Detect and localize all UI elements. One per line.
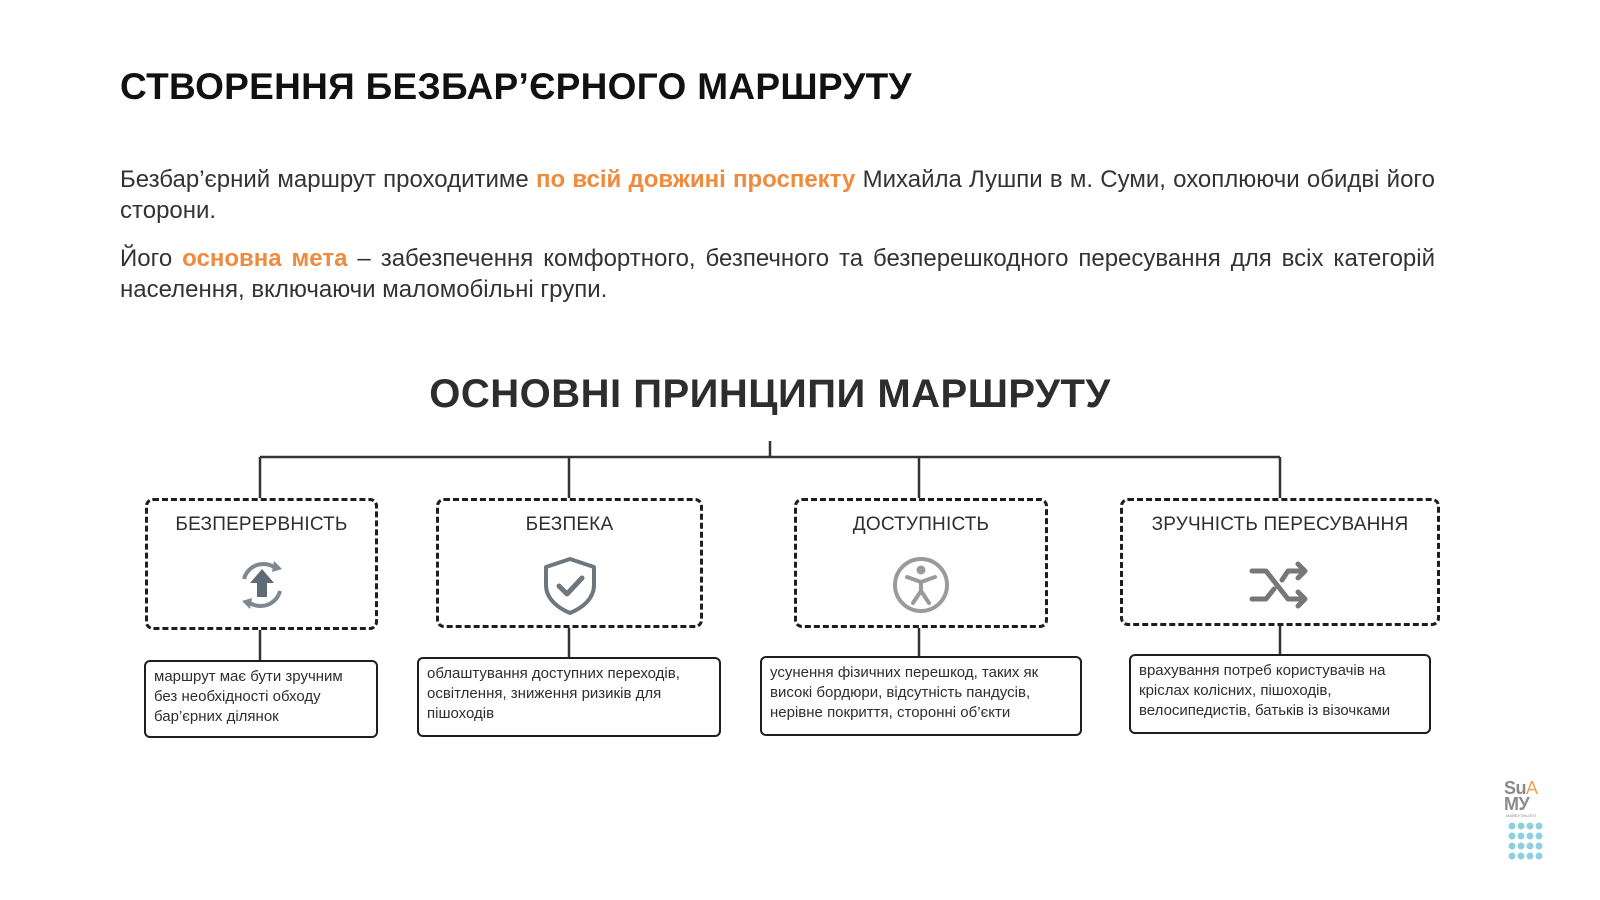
continuity-refresh-icon	[230, 553, 294, 617]
shield-check-icon	[538, 553, 602, 617]
principle-card-accessibility	[794, 498, 1048, 628]
principle-title: БЕЗПЕКА	[525, 514, 614, 535]
logo-text: SuA МУ	[1504, 778, 1538, 814]
shuffle-arrows-icon	[1248, 553, 1312, 617]
highlight-route-length: по всій довжині проспекту	[535, 166, 856, 193]
logo-tagline: МАЙБУТНЬОГО	[1506, 813, 1536, 818]
principle-description-accessibility: усунення фізичних перешкод, таких як високі бордюри, відсутність пандусів, нерівне покриття, сторонні об’єкти	[760, 656, 1082, 736]
diagram-title: ОСНОВНІ ПРИНЦИПИ МАРШРУТУ	[429, 372, 1111, 416]
principle-description-safety: облаштування доступних переходів, освітлення, зниження ризиків для пішоходів	[417, 657, 721, 737]
sumy-logo	[1504, 780, 1554, 870]
principle-card-continuity	[145, 498, 378, 630]
principle-description-continuity: маршрут має бути зручним без необхідності обходу бар’єрних ділянок	[144, 660, 378, 738]
logo-dots-icon	[1508, 822, 1550, 866]
principle-title: ЗРУЧНІСТЬ ПЕРЕСУВАННЯ	[1151, 514, 1409, 535]
principle-title: ДОСТУПНІСТЬ	[852, 514, 990, 535]
highlight-main-goal: основна мета	[182, 245, 348, 272]
principle-card-safety	[436, 498, 703, 628]
goal-paragraph: Його основна мета – забезпечення комфортного, безпечного та безперешкодного пересування для всіх категорій населення, включаючи маломобільні групи.	[120, 245, 1436, 303]
principle-card-convenience	[1120, 498, 1440, 626]
principle-description-convenience: врахування потреб користувачів на кріслах колісних, пішоходів, велосипедистів, батьків із візочками	[1129, 654, 1431, 734]
principle-title: БЕЗПЕРЕРВНІСТЬ	[175, 514, 348, 535]
intro-paragraph: Безбар’єрний маршрут проходитиме по всій довжині проспекту Михайла Лушпи в м. Суми, охоплюючи обидві його сторони.	[120, 166, 1435, 224]
accessibility-person-icon	[889, 553, 953, 617]
slide-title: СТВОРЕННЯ БЕЗБАР’ЄРНОГО МАРШРУТУ	[120, 66, 912, 107]
